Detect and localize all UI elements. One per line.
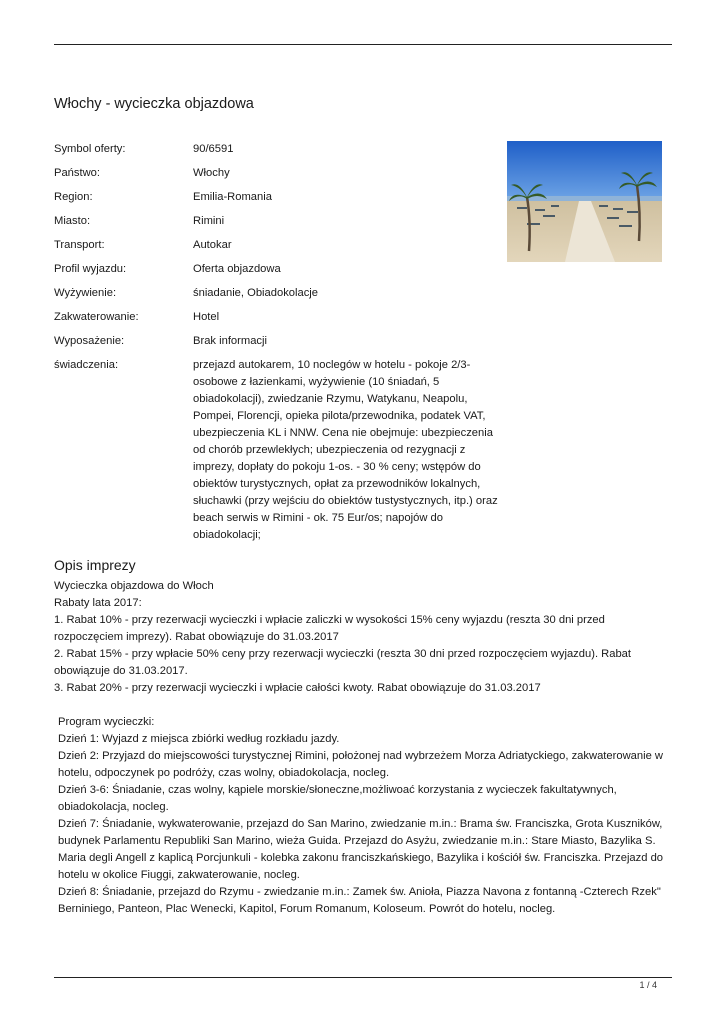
discount-item: 1. Rabat 10% - przy rezerwacji wycieczki i wpłacie zaliczki w wysokości 15% ceny wyjazdu (reszta 30 dni przed rozpoczęciem imprezy). Rabat obowiązuje do 31.03.2017	[54, 614, 605, 643]
spec-row	[54, 213, 504, 230]
spec-value: Włochy	[193, 167, 230, 179]
spec-row	[54, 309, 504, 326]
section-heading: Opis imprezy	[54, 557, 136, 573]
spec-label: Miasto:	[54, 215, 91, 227]
spec-value: Hotel	[193, 311, 220, 323]
spec-label: Transport:	[54, 239, 105, 251]
spec-value: Brak informacji	[193, 335, 267, 347]
program-day: Dzień 7: Śniadanie, wykwaterowanie, przejazd do San Marino, zwiedzanie m.in.: Brama św. Franciszka, Grota Kuszników, budynek Parlamentu Republiki San Marino, wieża Guida. Przejazd do Asyżu, zwiedzanie m.in.: Stare Miasto, Bazylika S. Maria degli Angell z kaplicą Porcjunkuli - kolebka zakonu franciszkańskiego, Bazylika i kościół św. Franciszka. Przejazd do hotelu w okolice Fiuggi, zakwaterowanie, nocleg.	[58, 818, 664, 881]
program-heading: Program wycieczki:	[58, 716, 155, 728]
header-rule	[54, 44, 672, 45]
spec-label: Wyposażenie:	[54, 335, 125, 347]
spec-label: Państwo:	[54, 167, 101, 179]
page-title: Włochy - wycieczka objazdowa	[54, 96, 254, 112]
spec-value: Rimini	[193, 215, 225, 227]
program-day: Dzień 1: Wyjazd z miejsca zbiórki według rozkładu jazdy.	[58, 733, 340, 745]
page-number: 1 / 4	[639, 980, 657, 990]
spec-value: śniadanie, Obiadokolacje	[193, 287, 319, 299]
spec-label: Profil wyjazdu:	[54, 263, 127, 275]
spec-label: Zakwaterowanie:	[54, 311, 139, 323]
spec-row	[54, 165, 504, 182]
program-day: Dzień 3-6: Śniadanie, czas wolny, kąpiele morskie/słoneczne,możliwoać korzystania z wycieczek fakultatywnych, obiadokolacja, nocleg.	[58, 784, 617, 813]
spec-row	[54, 189, 504, 206]
spec-row	[54, 333, 504, 350]
spec-label: Region:	[54, 191, 93, 203]
spec-row	[54, 285, 504, 302]
spec-value: 90/6591	[193, 143, 234, 155]
discount-item: 2. Rabat 15% - przy wpłacie 50% ceny przy rezerwacji wycieczki (reszta 30 dni przed rozpoczęciem wyjazdu). Rabat obowiązuje do 31.03.2017.	[54, 648, 632, 677]
description-intro: Wycieczka objazdowa do Włoch	[54, 580, 214, 592]
spec-row	[54, 237, 504, 254]
spec-value-services: przejazd autokarem, 10 noclegów w hotelu - pokoje 2/3-osobowe z łazienkami, wyżywienie (10 śniadań, 5 obiadokolacji), zwiedzanie Rzymu, Watykanu, Neapolu, Pompei, Florencji, opieka pilota/przewodnika, podatek VAT, ubezpieczenia KL i NNW. Cena nie obejmuje: ubezpieczenia od chorób przewlekłych; ubezpieczenia od rezygnacji z imprezy, dopłaty do pokoju 1-os. - 30 % ceny; wstępów do obiektów turystycznych, opłat za przewodników lokalnych, słuchawki (przy wejściu do obiektów tustystycznych, itp.) oraz beach serwis w Rimini - ok. 75 Eur/os; napojów do obiadokolacji;	[193, 359, 498, 541]
spec-value: Autokar	[193, 239, 232, 251]
spec-row	[54, 261, 504, 278]
spec-row	[54, 141, 504, 158]
discount-item: 3. Rabat 20% - przy rezerwacji wycieczki i wpłacie całości kwoty. Rabat obowiązuje do 31.03.2017	[54, 682, 541, 694]
description-body	[54, 578, 672, 918]
spec-label: Wyżywienie:	[54, 287, 117, 299]
discounts-heading: Rabaty lata 2017:	[54, 597, 142, 609]
program-day: Dzień 8: Śniadanie, przejazd do Rzymu - zwiedzanie m.in.: Zamek św. Anioła, Piazza Navona z fontanną -Czterech Rzek" Berniniego, Panteon, Plac Wenecki, Kapitol, Forum Romanum, Koloseum. Powrót do hotelu, nocleg.	[58, 886, 661, 915]
spec-label: świadczenia:	[54, 359, 119, 371]
program-day: Dzień 2: Przyjazd do miejscowości turystycznej Rimini, położonej nad wybrzeżem Morza Adriatyckiego, zakwaterowanie w hotelu, odpoczynek po podróży, czas wolny, obiadokolacja, nocleg.	[58, 750, 663, 779]
footer-rule	[54, 977, 672, 978]
spec-row	[54, 357, 504, 544]
spec-value: Oferta objazdowa	[193, 263, 281, 275]
beach-photo	[507, 141, 662, 262]
spec-label: Symbol oferty:	[54, 143, 126, 155]
spec-value: Emilia-Romania	[193, 191, 272, 203]
offer-spec-table	[54, 141, 504, 551]
